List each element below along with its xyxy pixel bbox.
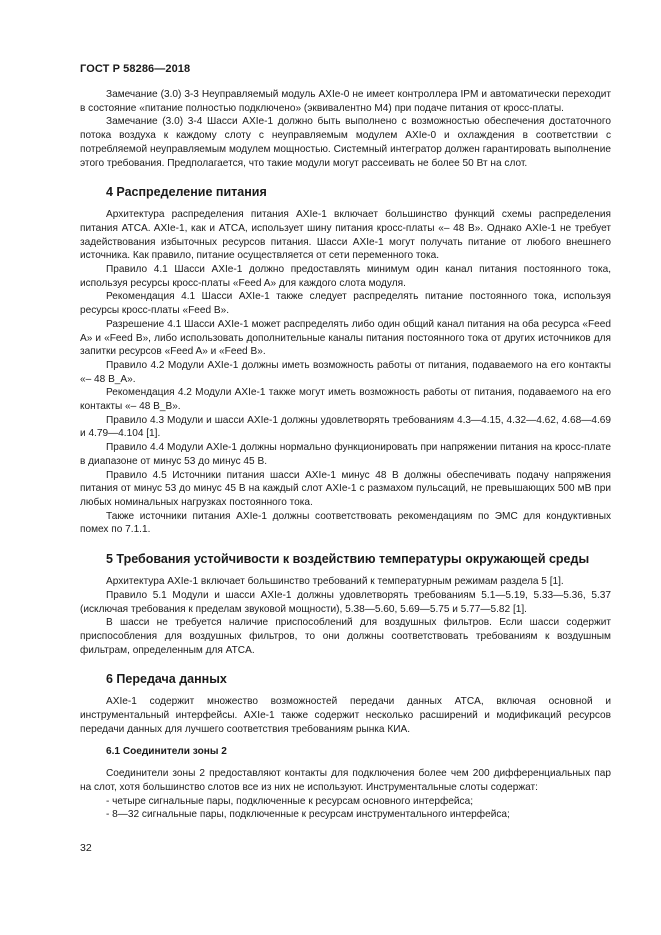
page-number: 32 <box>80 842 92 854</box>
body-paragraph: Правило 4.4 Модули AXIe-1 должны нормально функционировать при напряжении питания на кросс-плате в диапазоне от минус 53 до минус 45 В. <box>80 442 611 467</box>
subsection-heading: 6.1 Соединители зоны 2 <box>106 746 227 758</box>
body-paragraph: Разрешение 4.1 Шасси AXIe-1 может распределять либо один общий канал питания на оба ресурса «Feed A» и «Feed B», либо использовать дополнительные каналы питания постоянного тока от других источников для запитки ресурсов «Feed A» и «Feed B». <box>80 318 611 358</box>
body-paragraph: Правило 4.5 Источники питания шасси AXIe-1 минус 48 В должны обеспечивать подачу напряжения питания от минус 53 до минус 45 В на каждый слот AXIe-1 с размахом пульсаций, не превышающих 500 мВ при любых номинальных нагрузках постоянного тока. <box>80 469 611 508</box>
body-paragraph: Архитектура AXIe-1 включает большинство требований к температурным режимам раздела 5 [1]. <box>106 576 564 588</box>
body-paragraph: Правило 4.3 Модули и шасси AXIe-1 должны удовлетворять требованиям 4.3—4.15, 4.32—4.62, 4.68—4.69 и 4.79—4.104 [1]. <box>80 414 611 440</box>
note-paragraph: Замечание (3.0) 3-3 Неуправляемый модуль AXIe-0 не имеет контроллера IPM и автоматически переходит в состояние «питание полностью подключено» (эквивалентно M4) при подаче питания от кросс-платы. <box>80 89 611 114</box>
section-heading: 5 Требования устойчивости к воздействию температуры окружающей среды <box>106 552 590 567</box>
body-paragraph: Правило 5.1 Модули и шасси AXIe-1 должны удовлетворять требованиям 5.1—5.19, 5.33—5.36, 5.37 (исключая требования к пределам звуковой мощности), 5.38—5.60, 5.69—5.75 и 5.77—5.82 [1]. <box>80 589 611 615</box>
note-paragraph: Замечание (3.0) 3-4 Шасси AXIe-1 должно быть выполнено с возможностью обеспечения достаточного потока воздуха к каждому слоту с неуправляемым модулем AXIe-0 и охлаждения в соответствии с потребляемой неуправляемым модулем мощностью. Системный интегратор должен гарантировать выполнение этого требования. Предполагается, что такие модули могут рассеивать не более 50 Вт на слот. <box>80 116 611 169</box>
page-body <box>80 88 611 822</box>
body-paragraph: Правило 4.1 Шасси AXIe-1 должно предоставлять минимум один канал питания постоянного тока, используя ресурсы кросс-платы «Feed A» для каждого слота модуля. <box>80 264 611 289</box>
body-paragraph: Рекомендация 4.1 Шасси AXIe-1 также следует распределять питание постоянного тока, используя ресурсы кросс-платы «Feed B». <box>80 291 611 317</box>
body-paragraph: Архитектура распределения питания AXIe-1 включает большинство функций схемы распределения питания ATCA. AXIe-1, как и ATCA, использует шину питания кросс-платы «– 48 В». Однако AXIe-1 не требует задействования избыточных ресурсов питания. Шасси AXIe-1 могут получать питание от любого внешнего источника. Как правило, питание осуществляется от сети переменного тока. <box>80 209 611 262</box>
body-paragraph: Соединители зоны 2 предоставляют контакты для подключения более чем 200 дифференциальных пар на слот, хотя большинство слотов все из них не используют. Инструментальные слоты содержат: <box>80 768 611 793</box>
list-item: - 8—32 сигнальные пары, подключенные к ресурсам инструментального интерфейса; <box>106 809 510 821</box>
section-heading: 4 Распределение питания <box>106 185 267 200</box>
body-paragraph: В шасси не требуется наличие приспособлений для воздушных фильтров. Если шасси содержит приспособления для воздушных фильтров, то они должны соответствовать требованиям к воздушным фильтрам, определенным для ATCA. <box>80 617 611 656</box>
body-paragraph: AXIe-1 содержит множество возможностей передачи данных ATCA, включая основной и инструментальный интерфейсы. AXIe-1 также содержит несколько расширений и модификаций ресурсов передачи данных для лучшего соответствия требованиям рынка КИА. <box>80 696 611 735</box>
list-item: - четыре сигнальные пары, подключенные к ресурсам основного интерфейса; <box>106 795 474 807</box>
document-header: ГОСТ Р 58286—2018 <box>80 63 191 75</box>
body-paragraph: Также источники питания AXIe-1 должны соответствовать рекомендациям по ЭМС для кондуктивных помех по 7.1.1. <box>80 510 611 536</box>
section-heading: 6 Передача данных <box>106 672 227 687</box>
body-paragraph: Правило 4.2 Модули AXIe-1 должны иметь возможность работы от питания, подаваемого на его контакты «– 48 B_A». <box>80 359 611 385</box>
body-paragraph: Рекомендация 4.2 Модули AXIe-1 также могут иметь возможность работы от питания, подаваемого на его контакты «– 48 B_B». <box>80 387 611 413</box>
